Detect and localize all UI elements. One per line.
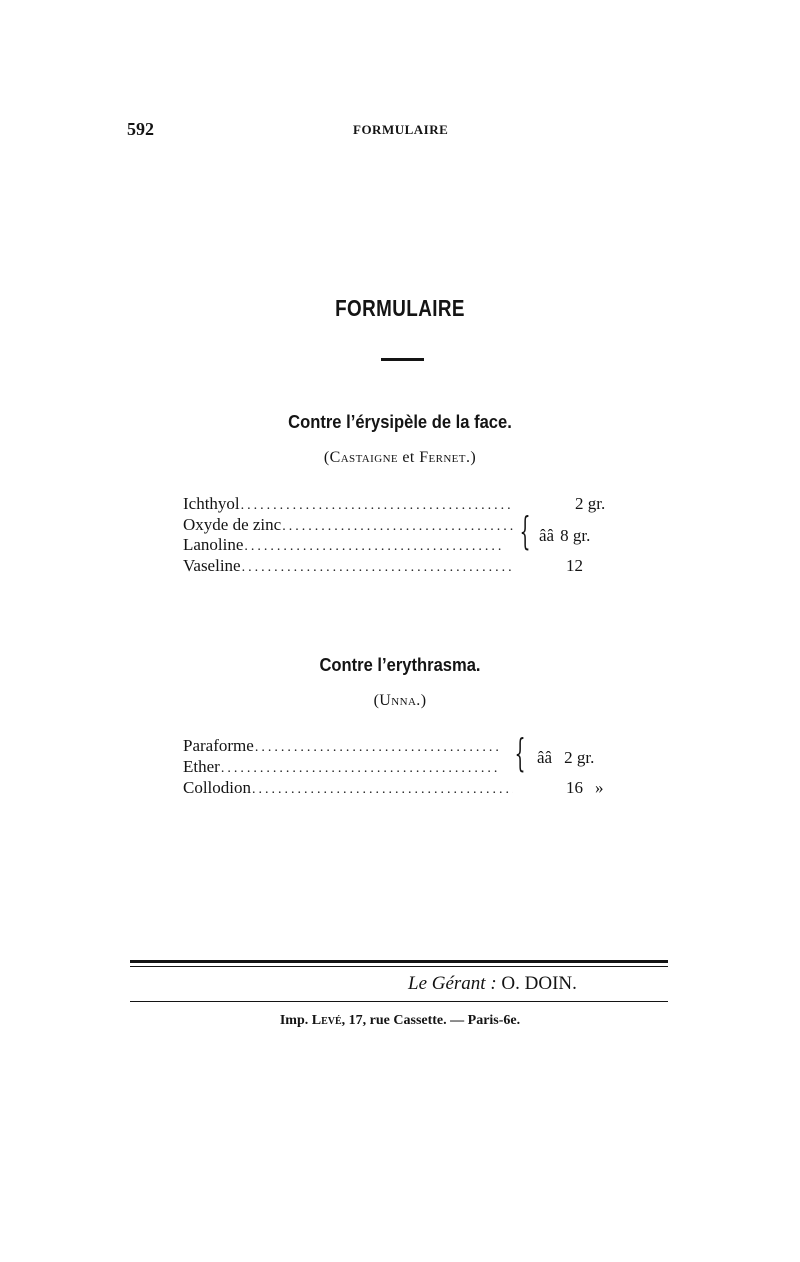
section-author-erythrasma: [0, 692, 800, 710]
section-title-erythrasma: Contre l’erythrasma.: [319, 655, 481, 675]
leader-dots: [221, 761, 501, 777]
ingredient-row: [183, 515, 513, 537]
leader-dots: [282, 519, 513, 535]
ingredient-row: [183, 535, 501, 557]
author-close: .): [416, 692, 427, 709]
imprint-prefix: Imp.: [279, 1013, 312, 1028]
quantity-value: 16: [566, 778, 583, 797]
author-name: Unna: [379, 692, 417, 709]
ingredient-name: Paraforme: [183, 736, 254, 755]
grouping-brace: {: [514, 731, 526, 775]
gerant-label: Le Gérant :: [408, 973, 497, 994]
author-name: Castaigne: [329, 449, 399, 466]
quantity-unit: »: [595, 778, 604, 797]
footer-rule-heavy: [130, 960, 668, 963]
running-title: FORMULAIRE: [353, 122, 449, 137]
ingredient-name: Oxyde de zinc: [183, 515, 282, 534]
imprint-rule: [130, 1001, 668, 1002]
section-title-erysipele: Contre l’érysipèle de la face.: [288, 412, 512, 432]
leader-dots: [244, 539, 501, 555]
gerant-name: O. DOIN.: [501, 973, 577, 994]
section-author-erysipele: [0, 449, 800, 467]
grouping-brace: {: [519, 509, 531, 553]
leader-dots: [252, 782, 513, 798]
quantity-ichthyol: 2 gr.: [575, 494, 606, 513]
ingredient-row: [183, 556, 513, 578]
author-open: (: [373, 692, 380, 709]
ingredient-row: [183, 494, 513, 516]
page-title: FORMULAIRE: [335, 295, 465, 321]
gerant-line: [408, 973, 577, 995]
leader-dots: [241, 498, 513, 514]
author-open: (: [323, 449, 330, 466]
quantity-collodion: [566, 778, 604, 798]
quantity-zinc-lanoline: [539, 526, 590, 546]
ingredient-row: [183, 757, 501, 779]
ingredient-row: [183, 736, 501, 758]
ingredient-row: [183, 778, 513, 800]
quantity-prefix: ââ: [539, 526, 555, 545]
page-number: 592: [127, 119, 154, 139]
imprint-rest: , 17, rue Cassette. — Paris-6e.: [341, 1013, 521, 1028]
author-name: Fernet: [419, 449, 466, 466]
ingredient-name: Collodion: [183, 778, 252, 797]
ingredient-name: Ether: [183, 757, 220, 776]
quantity-vaseline: 12: [566, 556, 583, 575]
ingredient-name: Lanoline: [183, 535, 244, 554]
quantity-value: 2 gr.: [564, 748, 595, 767]
author-close: .): [465, 449, 477, 466]
imprint-line: [0, 1013, 800, 1029]
title-rule: [381, 358, 424, 361]
leader-dots: [242, 560, 513, 576]
leader-dots: [255, 740, 501, 756]
quantity-value: 8 gr.: [560, 526, 591, 545]
quantity-paraforme-ether: [537, 748, 594, 768]
ingredient-name: Vaseline: [183, 556, 241, 575]
imprint-name: Levé: [311, 1013, 342, 1028]
footer-rule-thin: [130, 966, 668, 967]
ingredient-name: Ichthyol: [183, 494, 240, 513]
author-conjunction: et: [398, 449, 420, 466]
quantity-prefix: ââ: [537, 748, 553, 767]
